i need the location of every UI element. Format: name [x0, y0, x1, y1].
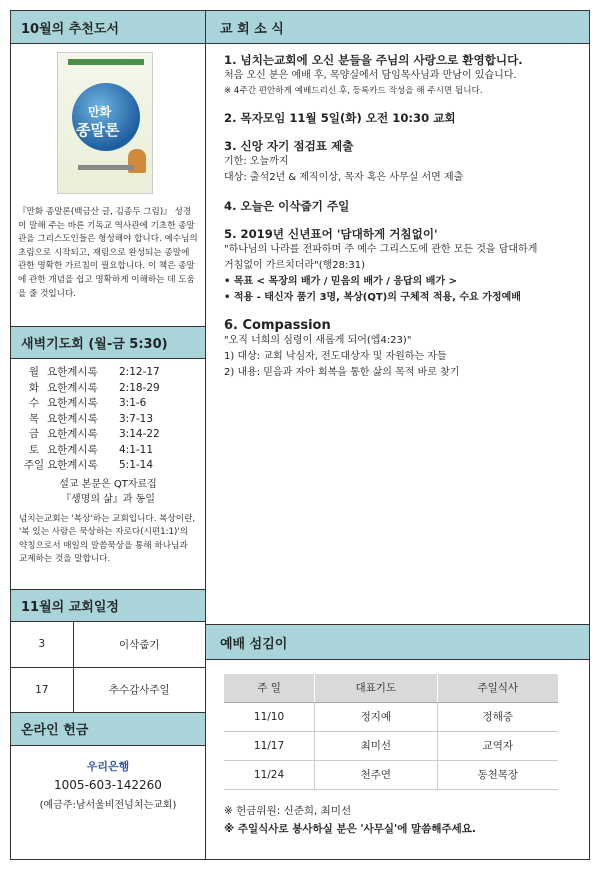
service-cell: 천주연 [315, 760, 437, 789]
dawn-prayer-ref: 4:1-11 [119, 443, 154, 456]
news-item5-title: 5. 2019년 신년표어 '담대하게 거침없이' [224, 227, 438, 241]
service-cell: 11/24 [224, 760, 315, 789]
table-row [224, 731, 558, 760]
news-item6-title: 6. Compassion [224, 318, 331, 333]
news-item3-line2: 대상: 출석2년 & 제직이상, 목자 혹은 사무실 서면 제출 [224, 172, 464, 183]
dawn-prayer-header: 새벽기도회 (월-금 5:30) [11, 326, 205, 359]
news-item5-line4: • 적용 - 태신자 품기 3명, 복상(QT)의 구체적 적용, 수요 가정예배 [224, 292, 521, 303]
news-item5-line1: "하나님의 나라를 전파하며 주 예수 그리스도에 관한 모든 것을 담대하게 [224, 244, 538, 255]
dawn-prayer-book: 요한계시록 [47, 397, 98, 409]
book-header: 10월의 추천도서 [11, 11, 205, 44]
news-header: 교 회 소 식 [206, 11, 589, 44]
service-table [224, 674, 558, 790]
book-cover-top: 만화 [88, 105, 112, 119]
dawn-prayer-book: 요한계시록 [47, 459, 98, 471]
dawn-prayer-book: 요한계시록 [47, 366, 98, 378]
news-item5-line2: 거침없이 가르치더라"(행28:31) [224, 260, 365, 271]
dawn-prayer-row [21, 365, 205, 381]
news-item6-line1: "오직 너희의 심령이 새롭게 되어(엡4:23)" [224, 335, 412, 346]
service-header: 예배 섬김이 [206, 624, 589, 660]
news-item1-note: ※ 4주간 편안하게 예배드리신 후, 등록카드 작성을 해 주시면 됩니다. [224, 86, 483, 96]
dawn-prayer-day: 화 [28, 381, 40, 394]
dawn-prayer-day: 목 [28, 412, 40, 425]
news-item3-title: 3. 신앙 자기 점검표 제출 [224, 139, 354, 153]
news-item4-title: 4. 오늘은 이삭줍기 주일 [224, 199, 350, 213]
dawn-prayer-book: 요한계시록 [47, 381, 98, 394]
left-column [11, 11, 206, 859]
dawn-prayer-book: 요한계시록 [47, 412, 98, 425]
bulletin-page [10, 10, 590, 860]
book-cover-image [57, 52, 153, 194]
news-item5-line3: • 목표 < 목장의 배가 / 믿음의 배가 / 응답의 배가 > [224, 276, 457, 287]
dawn-prayer-ref: 2:12-17 [119, 366, 160, 378]
dawn-prayer-section [11, 359, 205, 589]
offering-account: 1005-603-142260 [54, 777, 162, 792]
dawn-prayer-list [11, 359, 205, 474]
dawn-prayer-row [21, 396, 205, 412]
service-note1: ※ 헌금위원: 신준희, 최미선 [224, 804, 352, 817]
offering-holder: (예금주:남서울비전넘치는교회) [39, 799, 177, 811]
service-col-meal: 주일식사 [437, 674, 558, 702]
dawn-prayer-ref: 3:1-6 [119, 397, 147, 409]
dawn-prayer-row [21, 443, 205, 459]
service-col-date: 주 일 [224, 674, 315, 702]
offering-bank: 우리은행 [86, 759, 130, 773]
table-header-row [224, 674, 558, 702]
service-cell: 교역자 [437, 731, 558, 760]
dawn-prayer-ref: 3:14-22 [119, 428, 160, 440]
dawn-prayer-day: 주일 [23, 459, 45, 471]
dawn-prayer-row [21, 427, 205, 443]
schedule-event: 이삭줍기 [73, 622, 205, 667]
dawn-prayer-book: 요한계시록 [47, 443, 98, 456]
schedule-table [11, 622, 205, 713]
table-row [11, 667, 205, 712]
news-item6-line3: 2) 내용: 믿음과 자아 회복을 통한 삶의 목적 바로 찾기 [224, 367, 460, 378]
dawn-prayer-day: 월 [28, 366, 40, 378]
book-description: 『만화 종말론(백금산 글, 김종두 그림)』 성경이 말해 주는 바른 기독교 역사관에 기초한 종말관을 그리스도인들은 형성해야 합니다. 예수님의 초림으로 시작되고, 재림으로 완성되는 종말에 관한 명확한 가르침이 필요합니다. 이 책은 종말에 관한 개념을 쉽고 명확하게 이해하는 데 도움을 줄 것입니다. [18, 207, 198, 299]
service-cell: 11/10 [224, 702, 315, 731]
schedule-date: 17 [11, 667, 73, 712]
dawn-prayer-ref: 5:1-14 [119, 459, 154, 471]
dawn-prayer-note-line2: 『생명의 삶』과 동일 [61, 493, 155, 505]
table-row [224, 702, 558, 731]
service-cell: 정해중 [437, 702, 558, 731]
service-note2: ※ 주일식사로 봉사하실 분은 '사무실'에 말씀해주세요. [224, 822, 476, 835]
service-notes [206, 790, 589, 838]
dawn-prayer-note [11, 477, 205, 507]
service-cell: 동천목장 [437, 760, 558, 789]
book-cover-title: 종말론 [76, 121, 120, 139]
news-item1-text: 처음 오신 분은 예배 후, 목양실에서 담임목사님과 만남이 있습니다. [224, 70, 517, 81]
dawn-prayer-row [21, 381, 205, 397]
dawn-prayer-row [21, 412, 205, 428]
schedule-header: 11월의 교회일정 [11, 589, 205, 622]
dawn-prayer-note-line1: 설교 본문은 QT자료집 [59, 478, 157, 490]
dawn-prayer-row [21, 458, 205, 474]
news-item2-title: 2. 목자모임 11월 5일(화) 오전 10:30 교회 [224, 111, 456, 125]
dawn-prayer-day: 수 [28, 397, 40, 409]
right-column [206, 11, 589, 859]
dawn-prayer-book: 요한계시록 [47, 428, 98, 440]
dawn-prayer-day: 토 [28, 443, 40, 456]
dawn-prayer-ref: 3:7-13 [119, 412, 154, 425]
news-item3-line1: 기한: 오늘까지 [224, 156, 289, 167]
news-item1-title: 1. 넘치는교회에 오신 분들을 주님의 사랑으로 환영합니다. [224, 53, 523, 67]
service-cell: 정지예 [315, 702, 437, 731]
dawn-prayer-ref: 2:18-29 [119, 381, 160, 394]
table-row [11, 622, 205, 667]
news-section [206, 44, 589, 624]
service-col-prayer: 대표기도 [315, 674, 437, 702]
book-cover-area [11, 44, 205, 206]
dawn-prayer-day: 금 [28, 428, 40, 440]
offering-section [11, 746, 205, 811]
table-row [224, 760, 558, 789]
service-cell: 최미선 [315, 731, 437, 760]
schedule-event: 추수감사주일 [73, 667, 205, 712]
news-item6-line2: 1) 대상: 교회 낙심자, 전도대상자 및 자원하는 자들 [224, 351, 447, 362]
service-cell: 11/17 [224, 731, 315, 760]
schedule-date: 3 [11, 622, 73, 667]
dawn-prayer-description: 넘치는교회는 '복상'하는 교회입니다. 복상이란, '복 있는 사람은 묵상하는 자로다(시편1:1)'의 약칭으로서 매일의 말씀묵상을 통해 하나님과 교제하는 것을 말합니다. [19, 513, 196, 565]
offering-header: 온라인 헌금 [11, 713, 205, 746]
